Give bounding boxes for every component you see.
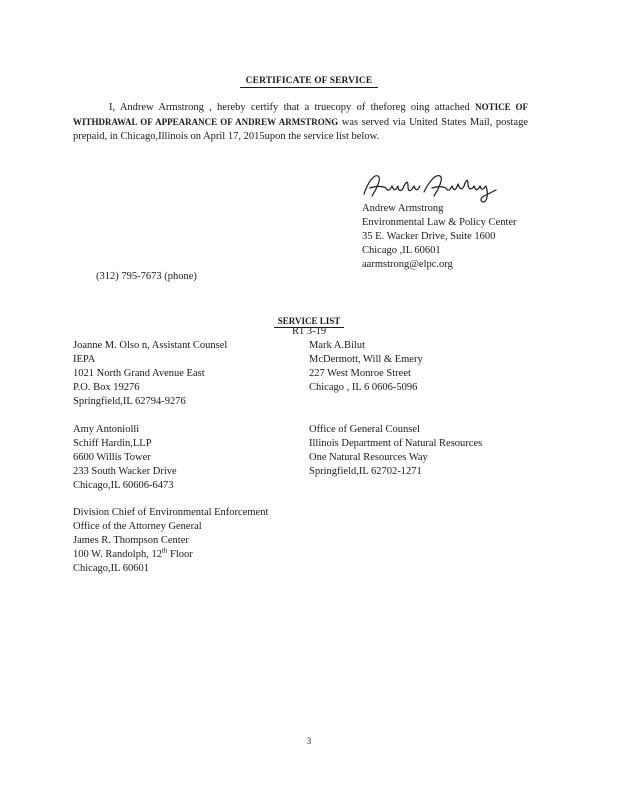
address-line: P.O. Box 19276 bbox=[73, 382, 140, 393]
service-list-title-text: SERVICE LIST bbox=[274, 316, 344, 328]
certification-paragraph bbox=[73, 100, 528, 144]
signer-org: Environmental Law & Policy Center bbox=[362, 217, 517, 228]
address-line: 6600 Willis Tower bbox=[73, 452, 151, 463]
address-line: Office of the Attorney General bbox=[73, 521, 202, 532]
address-block bbox=[309, 339, 423, 395]
signer-street: 35 E. Wacker Drive, Suite 1600 bbox=[362, 231, 496, 242]
address-line: Mark A.Bilut bbox=[309, 340, 366, 351]
signer-block bbox=[362, 202, 517, 272]
floor-street: 100 W. Randolph, 12 bbox=[73, 549, 162, 560]
paragraph-rest: was served via United States Mail, postage prepaid, in Chicago,Illinois on April 17, 2015upon the service list below. bbox=[73, 117, 528, 142]
signer-phone: (312) 795-7673 (phone) bbox=[96, 271, 197, 282]
address-line: James R. Thompson Center bbox=[73, 535, 189, 546]
address-line: Chicago , IL 6 0606-5096 bbox=[309, 382, 418, 393]
handwritten-signature bbox=[360, 168, 500, 206]
address-line: 227 West Monroe Street bbox=[309, 368, 411, 379]
address-line: Division Chief of Environmental Enforcement bbox=[73, 507, 269, 518]
address-block bbox=[309, 423, 482, 479]
address-line: Office of General Counsel bbox=[309, 424, 420, 435]
paragraph-intro: I, Andrew Armstrong , hereby certify that a truecopy of theforeg oing attached bbox=[109, 102, 470, 113]
address-line: Chicago,IL 60606-6473 bbox=[73, 480, 174, 491]
address-block bbox=[73, 339, 227, 409]
address-line: Joanne M. Olso n, Assistant Counsel bbox=[73, 340, 228, 351]
signer-city: Chicago ,IL 60601 bbox=[362, 245, 441, 256]
address-block bbox=[73, 423, 177, 493]
address-line: Illinois Department of Natural Resources bbox=[309, 438, 483, 449]
address-line: IEPA bbox=[73, 354, 96, 365]
signer-name: Andrew Armstrong bbox=[362, 203, 444, 214]
certificate-title-text: CERTIFICATE OF SERVICE bbox=[240, 76, 379, 88]
address-line: Springfield,IL 62794-9276 bbox=[73, 396, 186, 407]
case-number: R1 3-19 bbox=[291, 326, 327, 337]
address-line: Chicago,IL 60601 bbox=[73, 563, 150, 574]
address-line: 233 South Wacker Drive bbox=[73, 466, 177, 477]
paragraph-document-name: NOTICE OF WITHDRAWAL OF APPEARANCE OF ANDREW ARMSTRONG bbox=[73, 102, 529, 127]
certificate-title bbox=[0, 74, 618, 88]
address-block bbox=[73, 506, 268, 576]
address-line: Springfield,IL 62702-1271 bbox=[309, 466, 422, 477]
address-line: Schiff Hardin,LLP bbox=[73, 438, 152, 449]
address-line: 1021 North Grand Avenue East bbox=[73, 368, 205, 379]
address-line: McDermott, Will & Emery bbox=[309, 354, 423, 365]
address-line: One Natural Resources Way bbox=[309, 452, 428, 463]
floor-label: Floor bbox=[167, 549, 193, 560]
floor-ordinal: th bbox=[161, 546, 168, 555]
page-number: 3 bbox=[306, 736, 312, 746]
address-line-floor bbox=[73, 548, 268, 562]
address-line: Amy Antoniolli bbox=[73, 424, 140, 435]
signer-email: aarmstrong@elpc.org bbox=[362, 259, 453, 270]
